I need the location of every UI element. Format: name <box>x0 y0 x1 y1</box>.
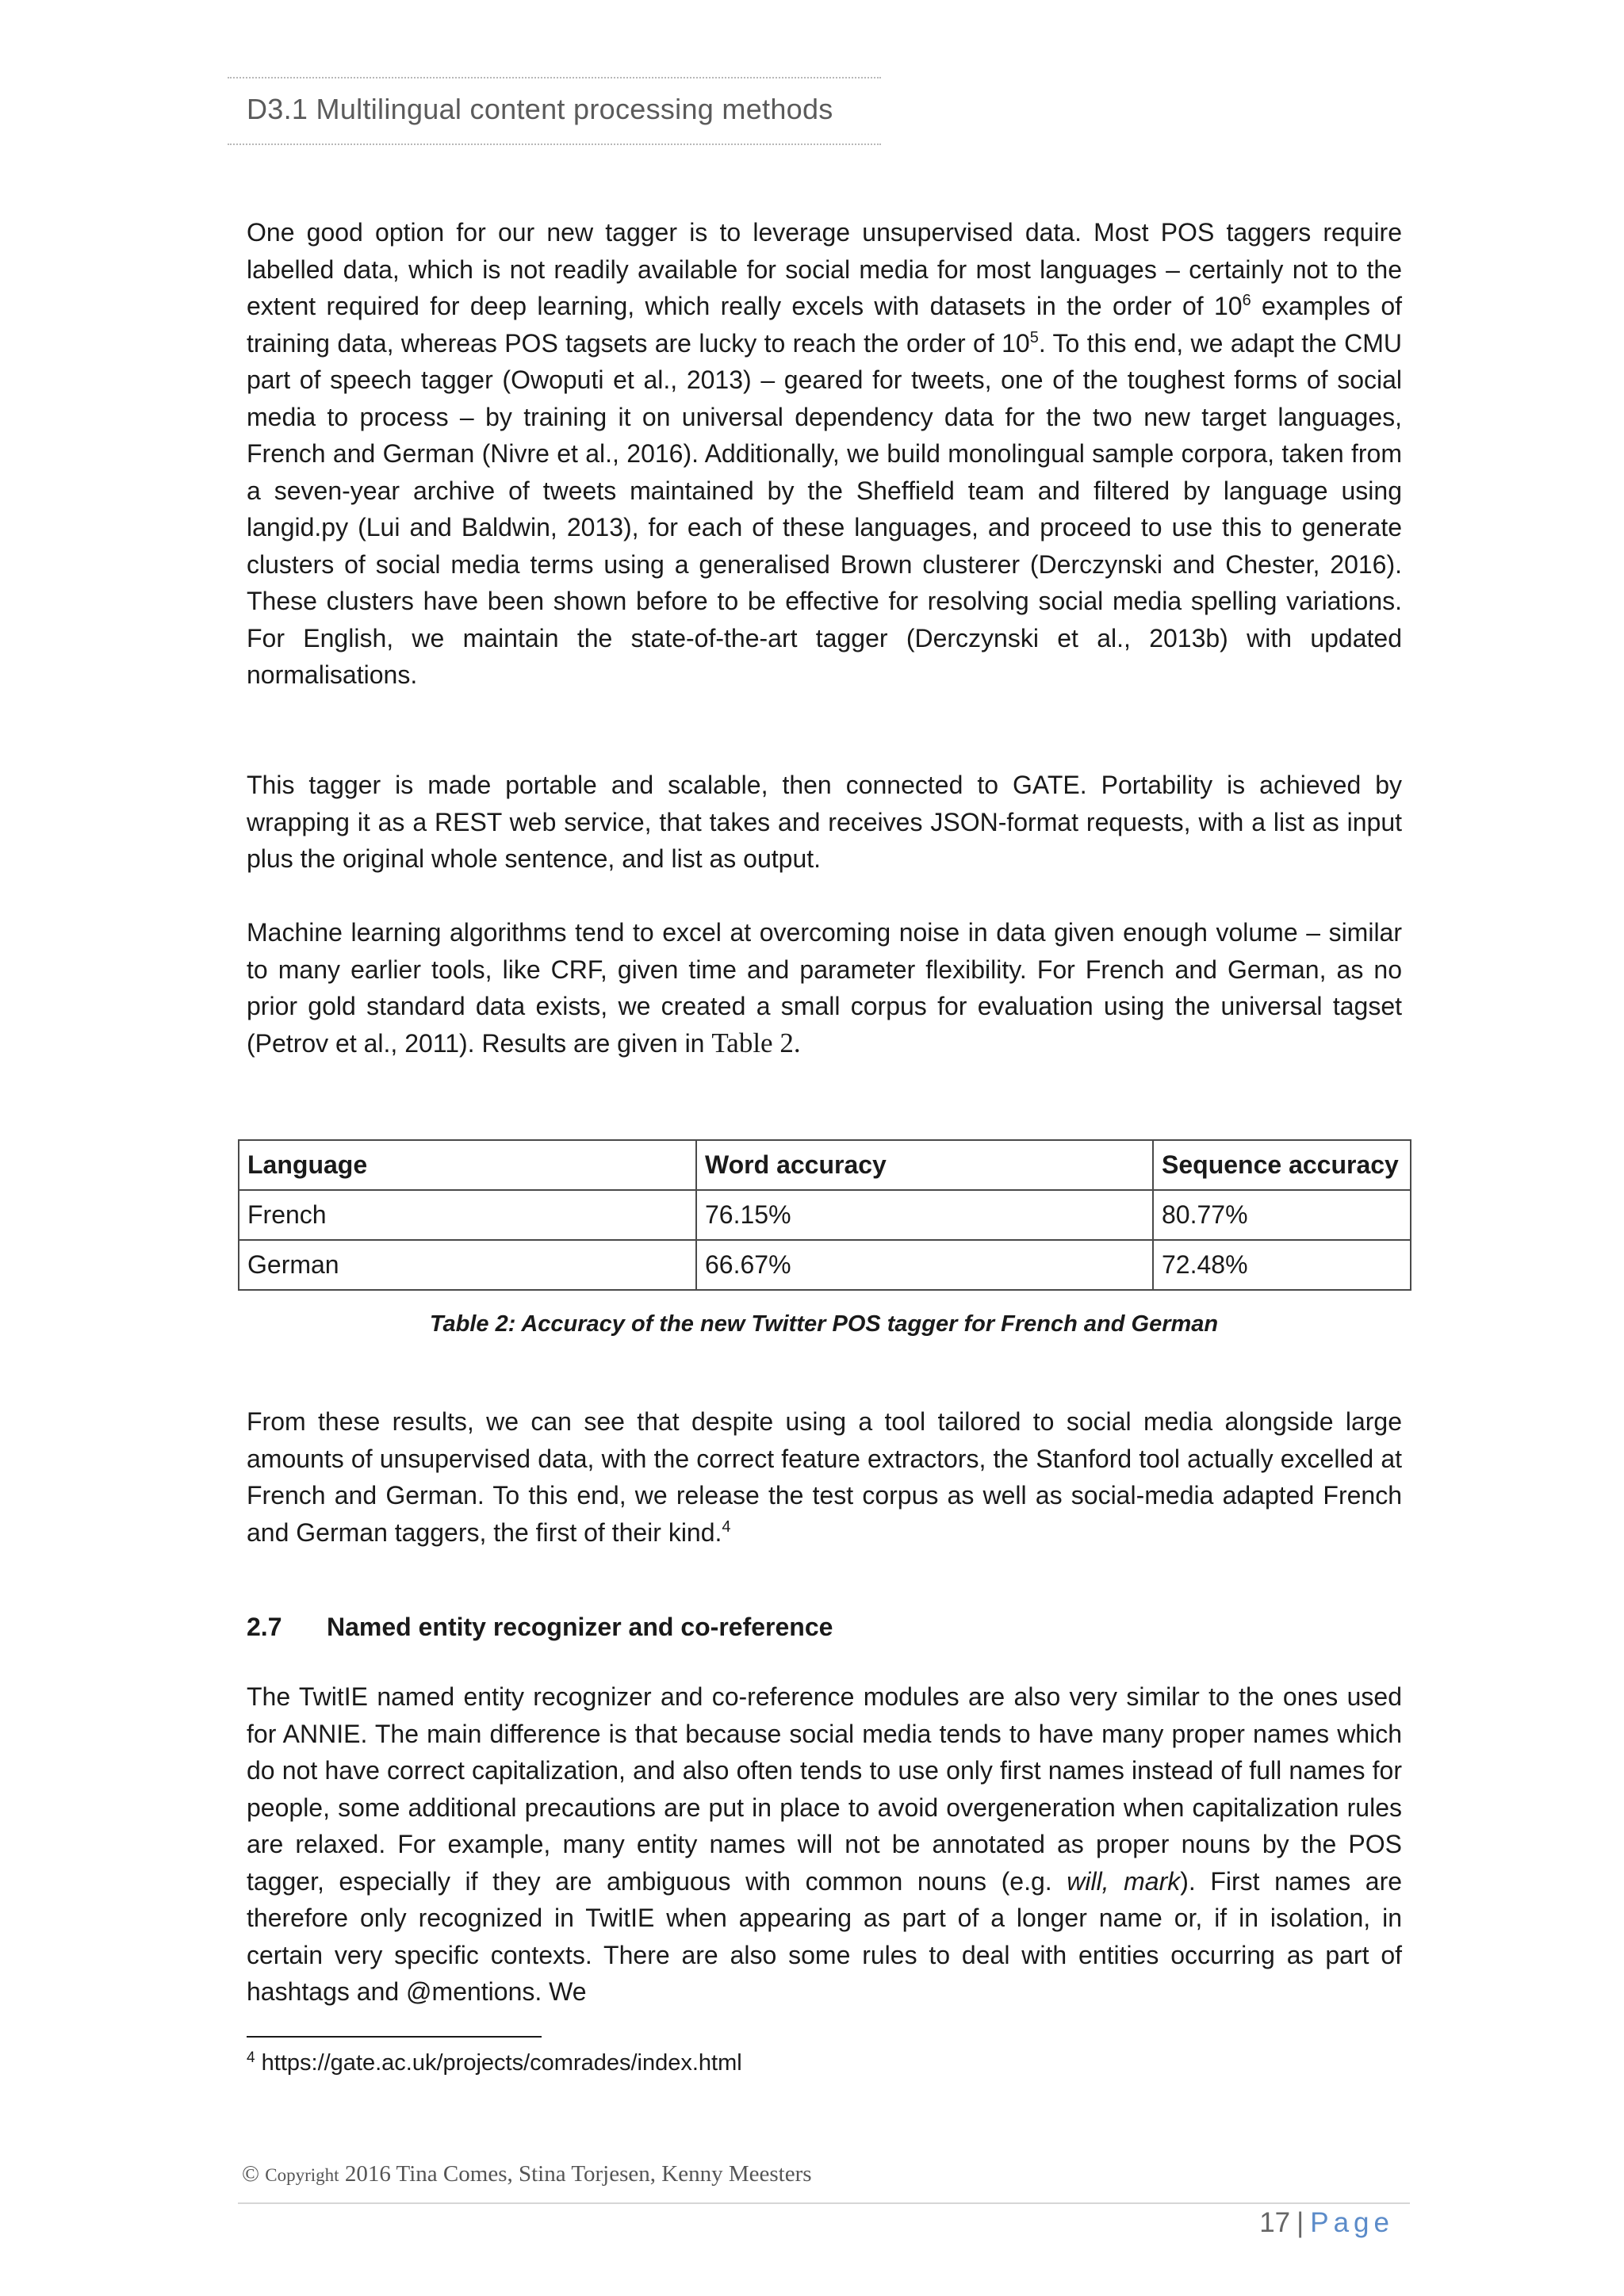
table-reference-link[interactable]: Table 2 <box>711 1027 794 1058</box>
footnote <box>247 2050 742 2076</box>
footer-divider <box>238 2202 1410 2204</box>
table-header-row <box>239 1140 1411 1190</box>
section-title: Named entity recognizer and co-reference <box>327 1613 833 1641</box>
page-number: 17 | Page <box>1259 2207 1394 2238</box>
table-header-cell: Sequence accuracy <box>1153 1140 1411 1190</box>
copyright-notice: © Copyright 2016 Tina Comes, Stina Torjesen, Kenny Meesters <box>242 2161 812 2187</box>
table-cell: 66.67% <box>696 1240 1153 1290</box>
table-cell: French <box>239 1190 696 1240</box>
table-header-cell: Language <box>239 1140 696 1190</box>
table-cell: 72.48% <box>1153 1240 1411 1290</box>
table-header-cell: Word accuracy <box>696 1140 1153 1190</box>
paragraph-pos-tagger: One good option for our new tagger is to leverage unsupervised data. Most POS taggers require labelled data, which is not readily available for social media for most languages – certainly not to the extent required for deep learning, which really excels with datasets in the order of $10^6$ examples of training data, whereas POS tagsets are lucky to reach the order of $10^5$. To this end, we adapt the CMU part of speech tagger (Owoputi et al., 2013) – geared for tweets, one of the toughest forms of social media to process – by training it on universal dependency data for the two new target languages, French and German (Nivre et al., 2016). Additionally, we build monolingual sample corpora, taken from a seven-year archive of tweets maintained by the Sheffield team and filtered by language using langid.py (Lui and Baldwin, 2013), for each of these languages, and proceed to use this to generate clusters of social media terms using a generalised Brown clusterer (Derczynski and Chester, 2016). These clusters have been shown before to be effective for resolving social media spelling variations. For English, we maintain the state-of-the-art tagger (Derczynski et al., 2013b) with updated normalisations. <box>247 218 1403 689</box>
paragraph-results: From these results, we can see that despite using a tool tailored to social media alongside large amounts of unsupervised data, with the correct feature extractors, the Stanford tool actually excelled at French and German. To this end, we release the test corpus as well as social-media adapted French and German taggers, the first of their kind.$^4$ <box>247 1407 1402 1547</box>
paragraph-evaluation: Machine learning algorithms tend to excel at overcoming noise in data given enough volume – similar to many earlier tools, like CRF, given time and parameter flexibility. For French and German, as no prior gold standard data exists, we created a small corpus for evaluation using the universal tagset (Petrov et al., 2011). Results are given in Table 2. <box>247 918 1402 1058</box>
table-row <box>239 1190 1411 1240</box>
copyright-symbol: © <box>242 2161 260 2187</box>
section-number: 2.7 <box>247 1613 282 1641</box>
table-caption: Table 2: Accuracy of the new Twitter POS tagger for French and German <box>429 1311 1219 1337</box>
footnote-url[interactable]: https://gate.ac.uk/projects/comrades/index.html <box>261 2050 742 2076</box>
table-cell: 76.15% <box>696 1190 1153 1240</box>
section-heading <box>247 1613 833 1642</box>
page-header <box>228 77 881 145</box>
document-title: D3.1 Multilingual content processing methods <box>247 93 833 125</box>
footnote-divider <box>247 2036 542 2038</box>
accuracy-table <box>238 1139 1411 1291</box>
footnote-marker[interactable]: 4 <box>722 1517 731 1536</box>
paragraph-ner: The TwitIE named entity recognizer and co-reference modules are also very similar to the ones used for ANNIE. The main difference is that because social media tends to have many proper names which do not have correct capitalization, and also often tends to use only first names instead of full names for people, some additional precautions are put in place to avoid overgeneration when capitalization rules are relaxed. For example, many entity names will not be annotated as proper nouns by the POS tagger, especially if they are ambiguous with common nouns (e.g. will, mark). First names are therefore only recognized in TwitIE when appearing as part of a longer name or, if in isolation, in certain very specific contexts. There are also some rules to deal with entities occurring as part of hashtags and @mentions. We <box>247 1682 1403 2006</box>
table-cell: 80.77% <box>1153 1190 1411 1240</box>
table-row <box>239 1240 1411 1290</box>
footnote-number: 4 <box>247 2049 255 2066</box>
table-cell: German <box>239 1240 696 1290</box>
paragraph-portability: This tagger is made portable and scalable, then connected to GATE. Portability is achieved by wrapping it as a REST web service, that takes and receives JSON-format requests, with a list as input plus the original whole sentence, and list as output. <box>247 771 1402 873</box>
